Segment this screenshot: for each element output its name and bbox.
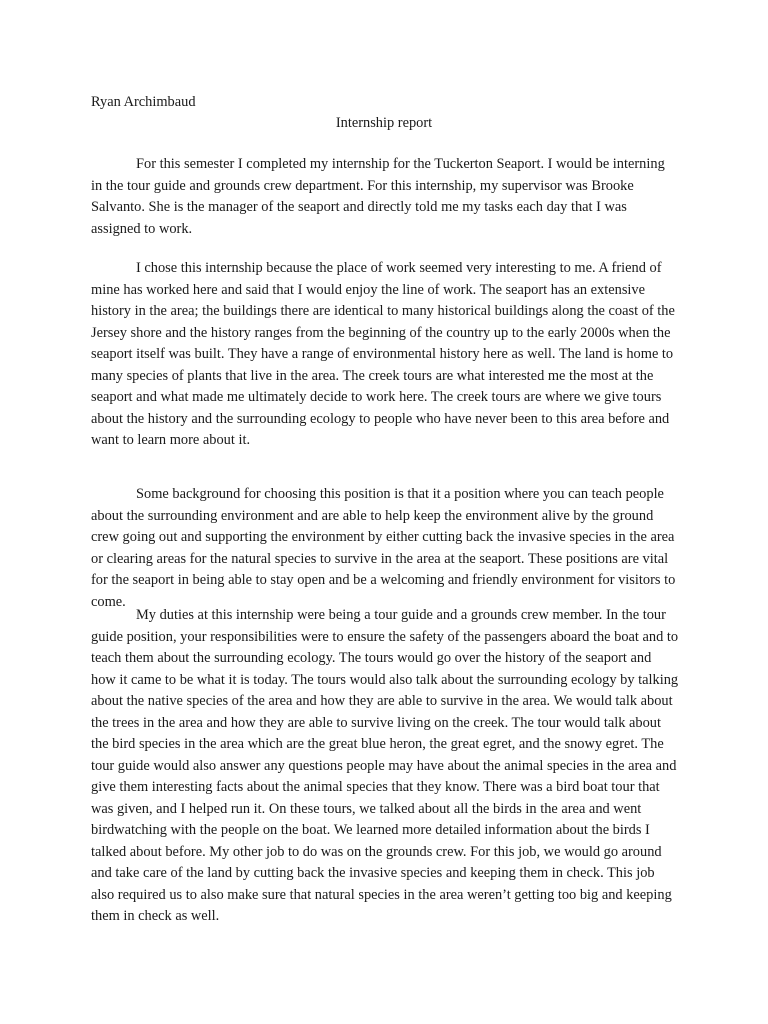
paragraph-duties: My duties at this internship were being a tour guide and a grounds crew member. In the tour guide position, your responsibilities were to ensure the safety of the passengers aboard the boat and to teach them about the surrounding ecology. The tours would go over the history of the seaport and how it came to be what it is today. The tours would also talk about the surrounding ecology by talking about the native species of the area and how they are able to survive in the area. We would talk about the trees in the area and how they are able to survive living on the creek. The tour would talk about the bird species in the area which are the great blue heron, the great egret, and the snowy egret. The tour guide would also answer any questions people may have about the animal species in the area and give them interesting facts about the animal species that they know. There was a bird boat tour that was given, and I helped run it. On these tours, we talked about all the birds in the area and went birdwatching with the people on the boat. We learned more detailed information about the birds I talked about before. My other job to do was on the grounds crew. For this job, we would go around and take care of the land by cutting back the invasive species and keeping them in check. This job also required us to also make sure that natural species in the area weren’t getting too big and keeping them in check as well.: [91, 607, 679, 924]
paragraph-position-background: Some background for choosing this position is that it a position where you can teach people about the surrounding environment and are able to help keep the environment alive by the ground crew going out and supporting the environment by either cutting back the invasive species in the area or clearing areas for the natural species to survive in the area at the seaport. These positions are vital for the seaport in being able to stay open and be a welcoming and friendly environment for visitors to come.: [91, 486, 676, 610]
paragraph-reason-for-choice: I chose this internship because the place of work seemed very interesting to me. A friend of mine has worked here and said that I would enjoy the line of work. The seaport has an extensive history in the area; the buildings there are identical to many historical buildings along the coast of the Jersey shore and the history ranges from the beginning of the country up to the early 2000s when the seaport itself was built. They have a range of environmental history here as well. The land is home to many species of plants that live in the area. The creek tours are what interested me the most at the seaport and what made me ultimately decide to work here. The creek tours are where we give tours about the history and the surrounding ecology to people who have never been to this area before and want to learn more about it.: [91, 260, 675, 448]
document-title: Internship report: [335, 115, 433, 131]
author-name: Ryan Archimbaud: [91, 94, 196, 110]
paragraph-internship-overview: For this semester I completed my internship for the Tuckerton Seaport. I would be interning in the tour guide and grounds crew department. For this internship, my supervisor was Brooke Salvanto. She is the manager of the seaport and directly told me my tasks each day that I was assigned to work.: [91, 156, 665, 237]
